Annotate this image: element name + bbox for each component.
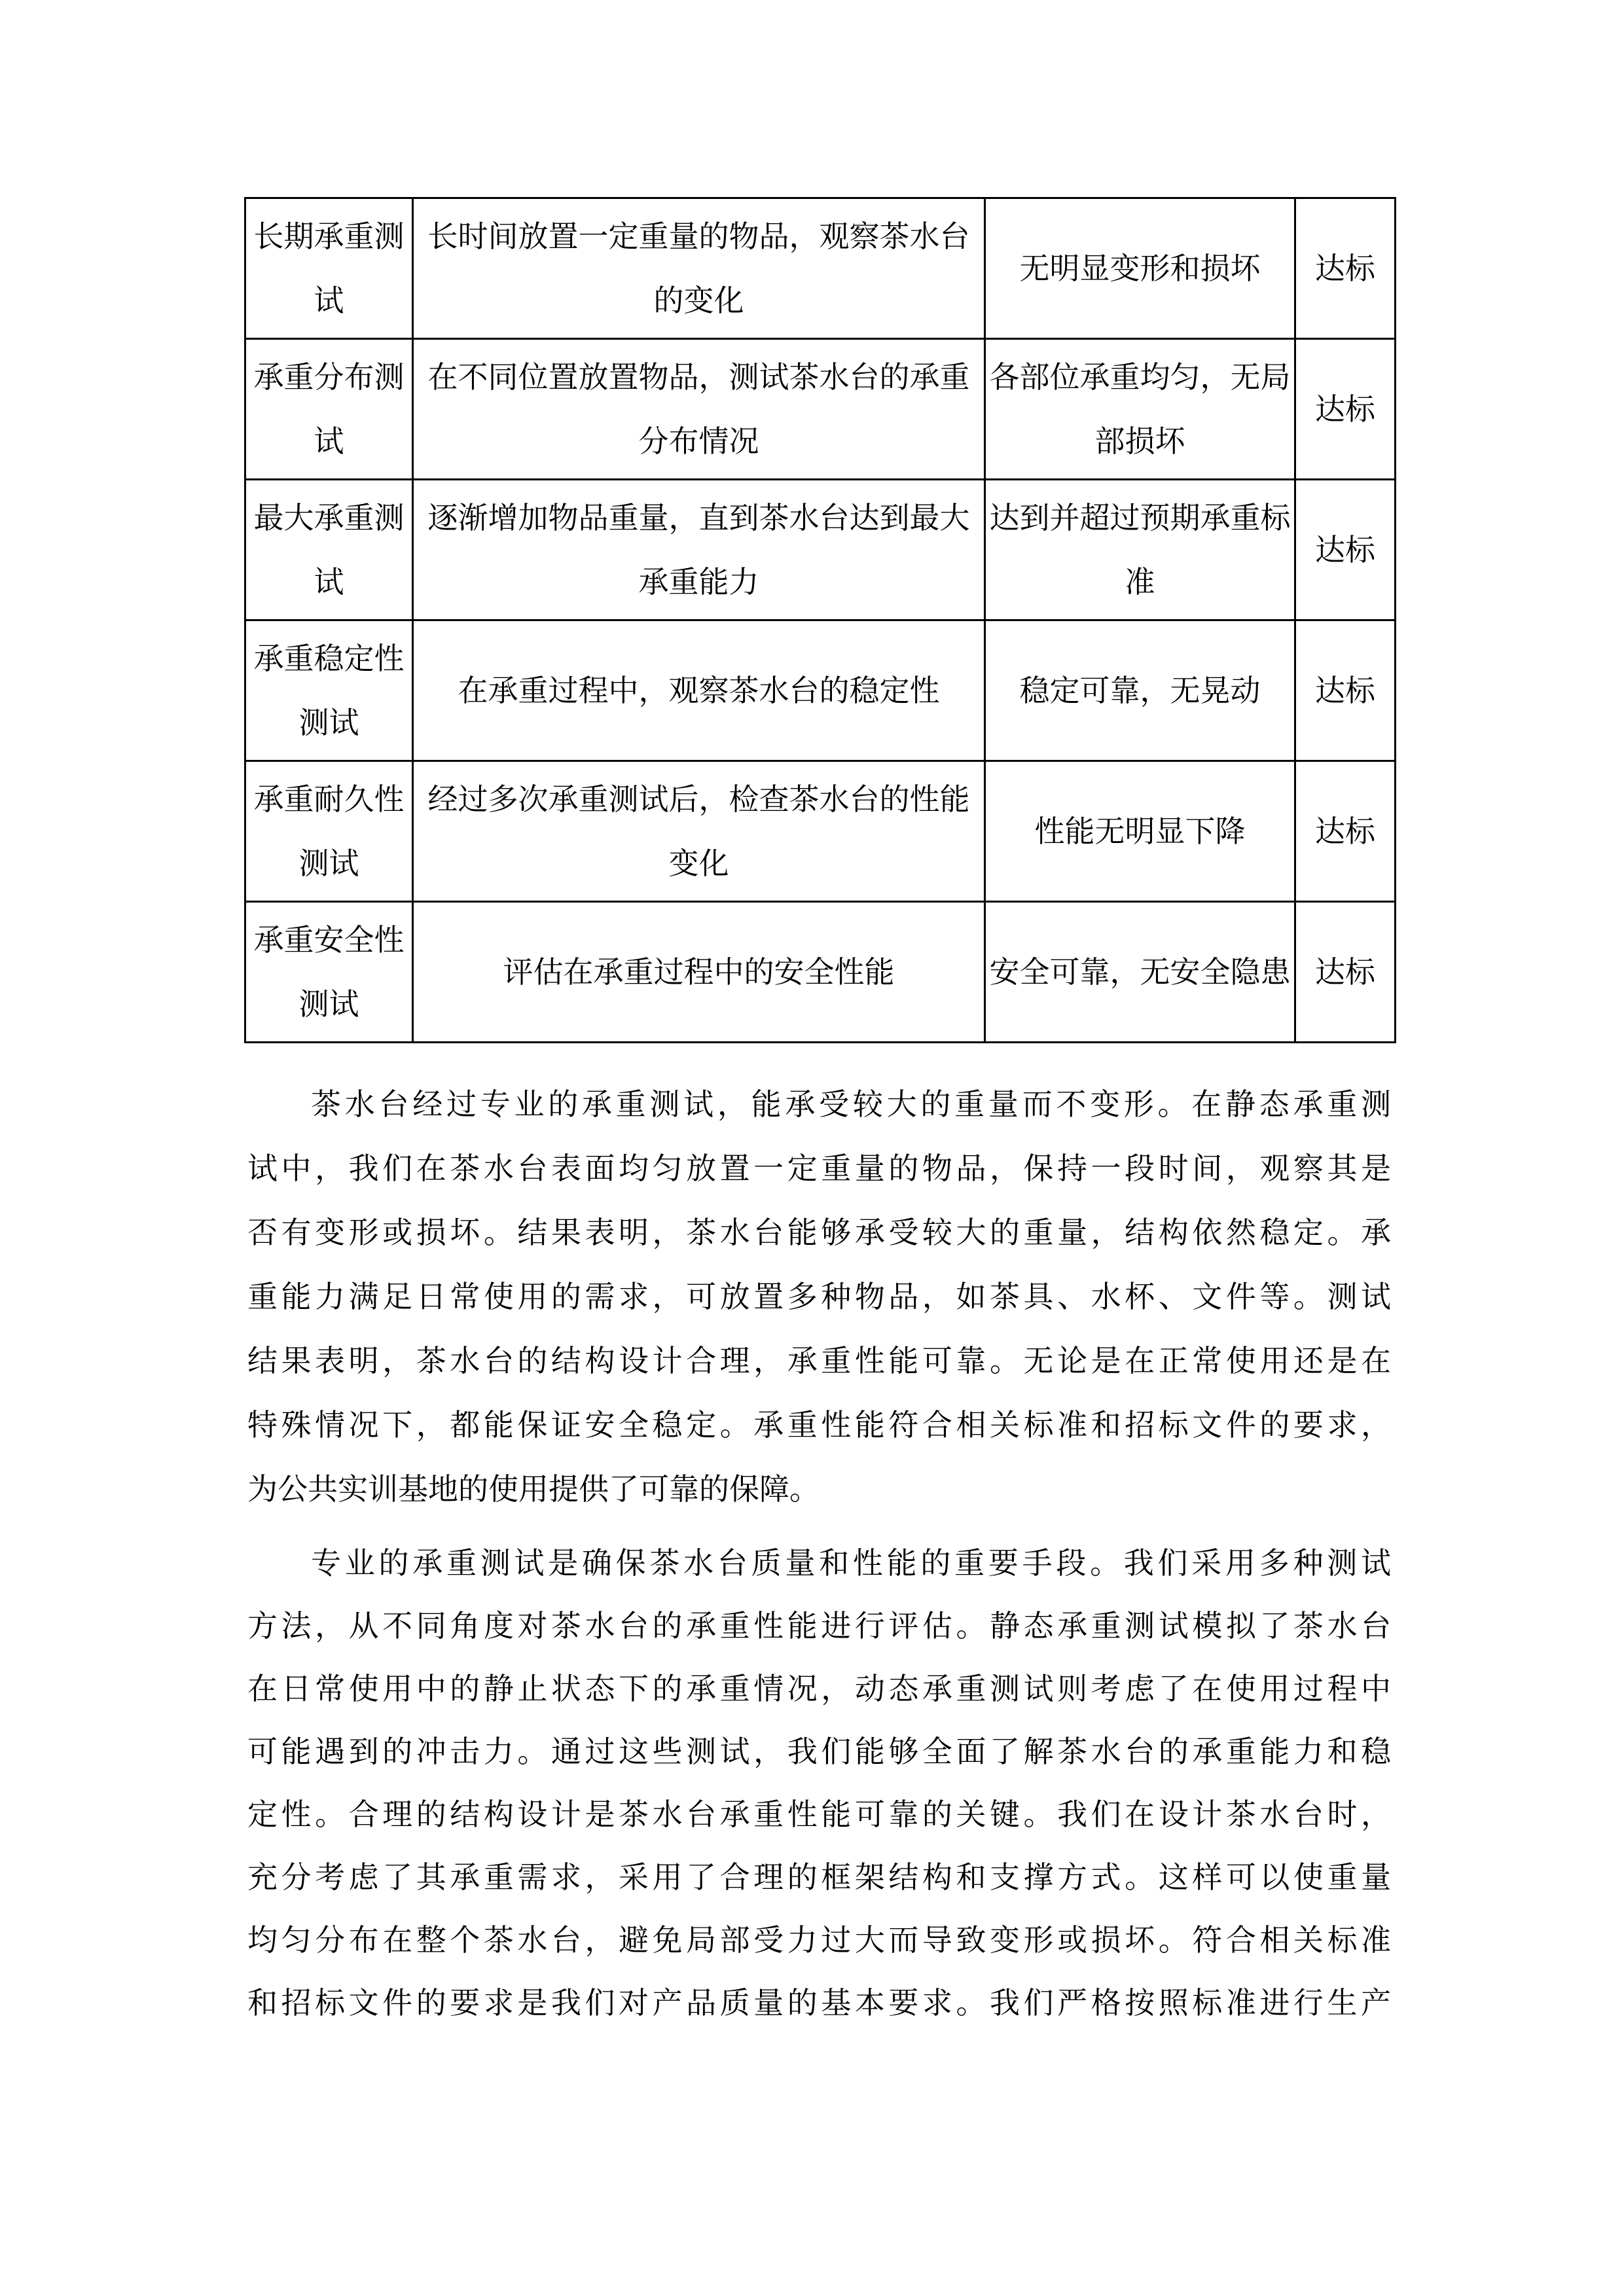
- paragraph-line: 在日常使用中的静止状态下的承重情况，动态承重测试则考虑了在使用过程中: [247, 1671, 1391, 1706]
- test-conclusion-cell: 达标: [1295, 339, 1396, 480]
- test-conclusion-cell: 达标: [1295, 902, 1396, 1043]
- test-item-cell: 长期承重测试: [245, 198, 413, 339]
- test-method-cell: 在承重过程中，观察茶水台的稳定性: [413, 620, 985, 761]
- test-result-cell: 达到并超过预期承重标准: [985, 480, 1295, 620]
- test-method-cell: 经过多次承重测试后，检查茶水台的性能变化: [413, 761, 985, 902]
- test-item-cell: 最大承重测试: [245, 480, 413, 620]
- paragraph-load-test-methods: [247, 1532, 1391, 2034]
- paragraph-line: 茶水台经过专业的承重测试，能承受较大的重量而不变形。在静态承重测: [311, 1086, 1391, 1122]
- paragraph-line: 专业的承重测试是确保茶水台质量和性能的重要手段。我们采用多种测试: [311, 1545, 1391, 1581]
- paragraph-line: 特殊情况下，都能保证安全稳定。承重性能符合相关标准和招标文件的要求，: [247, 1407, 1391, 1443]
- table-row: [245, 480, 1396, 620]
- test-item-cell: 承重分布测试: [245, 339, 413, 480]
- paragraph-line: 可能遇到的冲击力。通过这些测试，我们能够全面了解茶水台的承重能力和稳: [247, 1734, 1391, 1769]
- test-method-cell: 在不同位置放置物品，测试茶水台的承重分布情况: [413, 339, 985, 480]
- paragraph-line: 否有变形或损坏。结果表明，茶水台能够承受较大的重量，结构依然稳定。承: [247, 1215, 1391, 1250]
- load-test-table: [244, 197, 1396, 1043]
- paragraph-load-test-summary: [247, 1072, 1391, 1521]
- test-result-cell: 稳定可靠，无晃动: [985, 620, 1295, 761]
- paragraph-line: 方法，从不同角度对茶水台的承重性能进行评估。静态承重测试模拟了茶水台: [247, 1608, 1391, 1643]
- test-conclusion-cell: 达标: [1295, 480, 1396, 620]
- table-row: [245, 902, 1396, 1043]
- test-item-cell: 承重稳定性测试: [245, 620, 413, 761]
- paragraph-line: 定性。合理的结构设计是茶水台承重性能可靠的关键。我们在设计茶水台时，: [247, 1797, 1391, 1832]
- test-conclusion-cell: 达标: [1295, 198, 1396, 339]
- test-conclusion-cell: 达标: [1295, 620, 1396, 761]
- paragraph-line: 重能力满足日常使用的需求，可放置多种物品，如茶具、水杯、文件等。测试: [247, 1279, 1391, 1314]
- test-result-cell: 各部位承重均匀，无局部损坏: [985, 339, 1295, 480]
- paragraph-line: 充分考虑了其承重需求，采用了合理的框架结构和支撑方式。这样可以使重量: [247, 1859, 1391, 1895]
- test-conclusion-cell: 达标: [1295, 761, 1396, 902]
- test-method-cell: 评估在承重过程中的安全性能: [413, 902, 985, 1043]
- paragraph-line: 和招标文件的要求是我们对产品质量的基本要求。我们严格按照标准进行生产: [247, 1985, 1391, 2020]
- table-row: [245, 761, 1396, 902]
- test-item-cell: 承重耐久性测试: [245, 761, 413, 902]
- paragraph-line: 试中，我们在茶水台表面均匀放置一定重量的物品，保持一段时间，观察其是: [247, 1151, 1391, 1186]
- test-result-cell: 性能无明显下降: [985, 761, 1295, 902]
- table-row: [245, 620, 1396, 761]
- test-method-cell: 逐渐增加物品重量，直到茶水台达到最大承重能力: [413, 480, 985, 620]
- table-row: [245, 339, 1396, 480]
- paragraph-line: 结果表明，茶水台的结构设计合理，承重性能可靠。无论是在正常使用还是在: [247, 1343, 1391, 1378]
- table-row: [245, 198, 1396, 339]
- test-item-cell: 承重安全性测试: [245, 902, 413, 1043]
- paragraph-line: 均匀分布在整个茶水台，避免局部受力过大而导致变形或损坏。符合相关标准: [247, 1922, 1391, 1958]
- test-result-cell: 安全可靠，无安全隐患: [985, 902, 1295, 1043]
- paragraph-line: 为公共实训基地的使用提供了可靠的保障。: [247, 1471, 820, 1507]
- test-method-cell: 长时间放置一定重量的物品，观察茶水台的变化: [413, 198, 985, 339]
- test-result-cell: 无明显变形和损坏: [985, 198, 1295, 339]
